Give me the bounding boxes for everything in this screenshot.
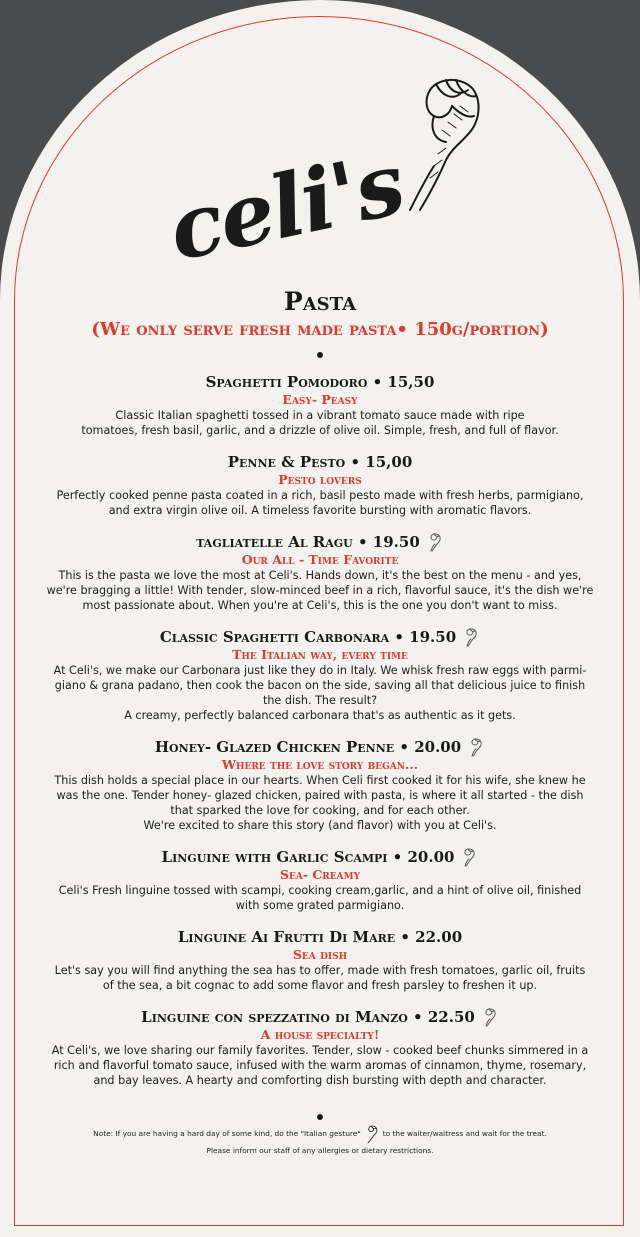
menu-item-name: Spaghetti Pomodoro • 15,50 [205,373,435,391]
menu-item-description: This dish holds a special place in our hearts. When Celi first cooked it for his wife, she knew he was the one. Tender honey- glazed chicken, paired with pasta, is where it all started - the dish that sparked the love for cooking, and for each other. We're excited to share this story (and flavor) with you at Celi's. [54,774,586,832]
italian-hand-gesture-icon [462,627,480,647]
menu-item [0,847,640,913]
allergy-note: Please inform our staff of any allergies or dietary restrictions. [206,1146,434,1155]
menu-item-name: Linguine with Garlic Scampi • 20.00 [161,848,455,866]
menu-item-title [0,532,640,552]
menu-item-description: At Celi's, we make our Carbonara just like they do in Italy. We whisk fresh raw eggs with parmi- giano & grana padano, then cook the bacon on the side, saving all that delicious juice to finish the dish. The result? A creamy, perfectly balanced carbonara that's as authentic as it gets. [53,664,587,722]
menu-item-name: Honey- Glazed Chicken Penne • 20.00 [154,738,462,756]
divider-dot [317,352,323,358]
menu-item-tag: Pesto lovers [278,472,362,487]
italian-hand-gesture-icon [390,70,490,220]
menu-item [0,532,640,613]
menu-item-description: Celi's Fresh linguine tossed with scampi, cooking cream,garlic, and a hint of olive oil, finished with some grated parmigiano. [58,884,582,912]
menu-item [0,452,640,518]
menu-item [0,927,640,993]
menu-item [0,737,640,833]
menu-item-tag: Our All - Time Favorite [241,552,399,567]
menu-item-title [0,737,640,757]
brand-logo [160,70,490,290]
page-subtitle: (We only serve fresh made pasta• 150g/portion) [91,319,549,340]
italian-hand-gesture-icon [426,532,444,552]
menu-item [0,1007,640,1088]
menu-item-title [0,1007,640,1027]
menu-item-tag: A house specialty! [260,1027,380,1042]
menu-item-description: This is the pasta we love the most at Celi's. Hands down, it's the best on the menu - and yes, we're bragging a little! With tender, slow-minced beef in a rich, flavorful sauce, it's the dish we're most passionate about. When you're at Celi's, this is the one you don't want to miss. [46,569,594,612]
logo-wordmark: celi's [160,133,412,281]
italian-hand-gesture-icon [364,1124,380,1144]
italian-hand-gesture-icon [460,847,478,867]
menu-item-description: Let's say you will find anything the sea has to offer, made with fresh tomatoes, garlic oil, fruits of the sea, a bit cognac to add some flavor and fresh parsley to freshen it up. [54,964,586,992]
menu-items [0,372,640,1088]
menu-item [0,372,640,438]
divider-dot [317,1114,323,1120]
menu-item [0,627,640,723]
menu-item-title [0,452,640,472]
menu-item-title [0,372,640,392]
menu-item-title [0,627,640,647]
menu-item-title [0,927,640,947]
menu-item-name: Penne & Pesto • 15,00 [227,453,413,471]
menu-item-tag: Sea- Creamy [279,867,361,882]
footer-note [0,1124,640,1144]
menu-item-name: Linguine con spezzatino di Manzo • 22.50 [141,1008,475,1026]
note-text-before: Note: If you are having a hard day of some kind, do the "Italian gesture" [93,1129,361,1138]
italian-hand-gesture-icon [467,737,485,757]
menu-item-description: At Celi's, we love sharing our family favorites. Tender, slow - cooked beef chunks simmered in a rich and flavorful tomato sauce, infused with the warm aromas of cinnamon, thyme, rosemary, and bay leaves. A hearty and comforting dish bursting with depth and character. [51,1044,589,1087]
menu-item-tag: Sea dish [292,947,348,962]
menu-item-name: Classic Spaghetti Carbonara • 19.50 [159,628,457,646]
menu-item-title [0,847,640,867]
menu-item-name: Linguine Ai Frutti Di Mare • 22.00 [177,928,463,946]
page-title: Pasta [283,287,357,316]
menu-item-description: Classic Italian spaghetti tossed in a vibrant tomato sauce made with ripe tomatoes, fresh basil, garlic, and a drizzle of olive oil. Simple, fresh, and full of flavor. [81,409,559,437]
menu-item-tag: Easy- Peasy [282,392,358,407]
italian-hand-gesture-icon [481,1007,499,1027]
menu-item-tag: Where the love story began... [221,757,419,772]
menu-item-name: tagliatelle Al Ragu • 19.50 [196,533,420,551]
menu-item-tag: The Italian way, every time [232,647,408,662]
menu-item-description: Perfectly cooked penne pasta coated in a rich, basil pesto made with fresh herbs, parmigiano, and extra virgin olive oil. A timeless favorite bursting with aromatic flavors. [56,489,584,517]
menu-content [0,286,640,1158]
note-text-after: to the waiter/waitress and wait for the treat. [382,1129,547,1138]
